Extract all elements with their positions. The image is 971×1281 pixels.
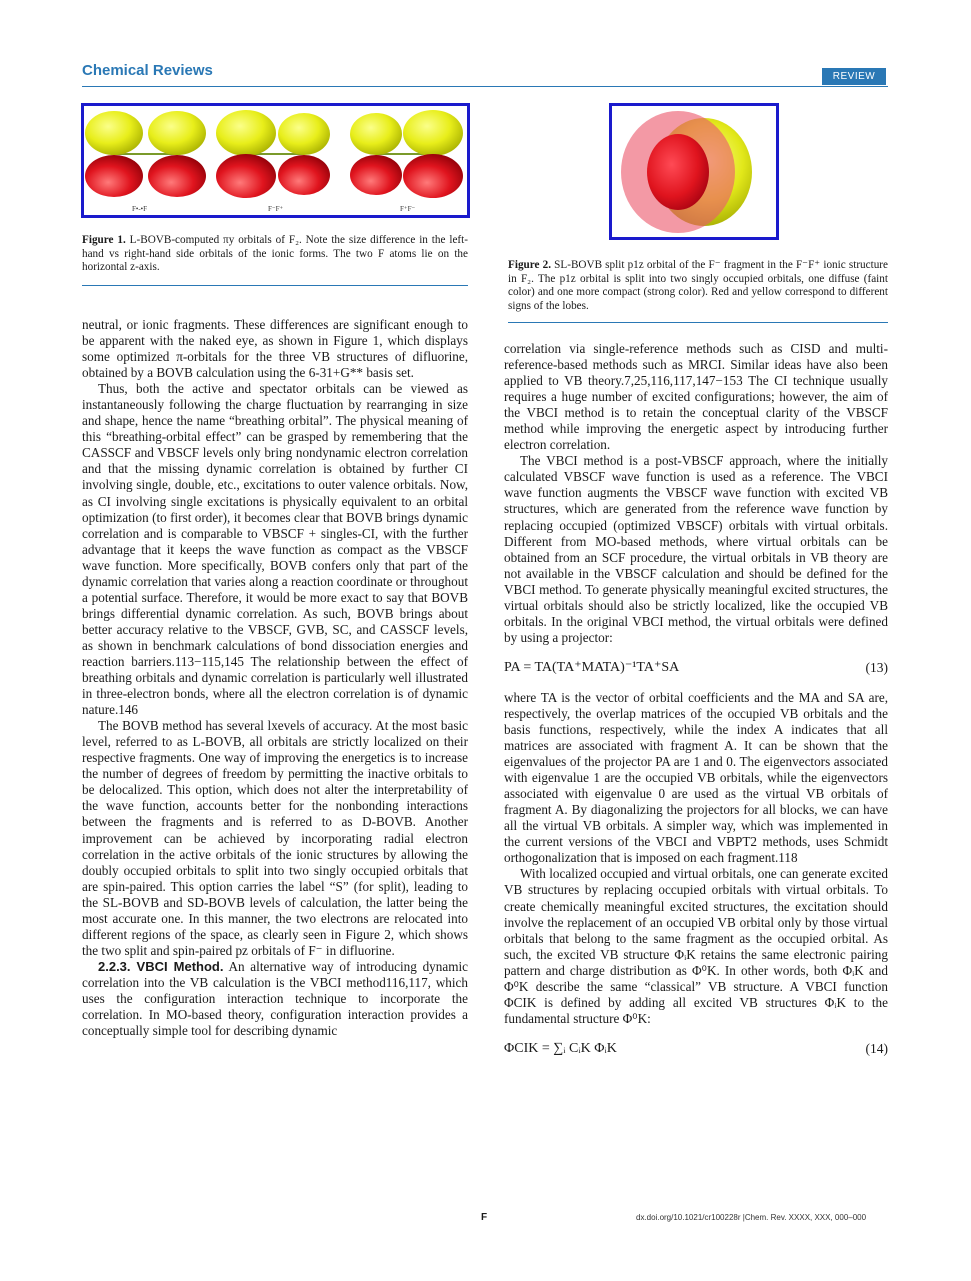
figure-2-caption bbox=[508, 259, 888, 313]
figure-2-image bbox=[609, 103, 779, 240]
orbital-pair-1 bbox=[85, 111, 206, 197]
equation-13-expression: PA = TA(TA⁺MATA)⁻¹TA⁺SA bbox=[504, 659, 680, 675]
right-paragraph-3: where TA is the vector of orbital coefficients and the MA and SA are, respectively, the overlap matrices of the occupied VB orbitals and the basis functions, respectively, while the index A indicates that all matrices are associated with fragment A. It can be shown that the eigenvalues of the projector PA are 1 and 0. The eigenvectors associated with eigenvalue 1 are the occupied VB orbitals, while the eigenvectors associated with eigenvalue 0 are used as the virtual VB orbitals of fragment A. By diagonalizing the projectors for all blocks, we can have all the virtual VB orbitals. A simpler way, which was implemented in the current versions of the VBCI and VBPT2 methods, uses Schmidt orthogonalization that is imposed on each fragment.118 bbox=[504, 689, 888, 866]
figure-1-caption bbox=[82, 234, 468, 275]
figure-1-label: Figure 1. bbox=[82, 234, 126, 246]
section-tag: REVIEW bbox=[822, 68, 886, 85]
right-column bbox=[504, 341, 888, 1071]
page-number: F bbox=[481, 1212, 488, 1223]
section-heading: 2.2.3. VBCI Method. bbox=[98, 958, 224, 974]
figure-2-orbital bbox=[612, 106, 776, 237]
left-paragraph-4: An alternative way of introducing dynamic correlation into the VB calculation is the VBCI method116,117, which uses the configuration interaction technique to incorporate the correlation. In MO-based theory, configuration interaction provides a conceptually simple tool for describing dynamic bbox=[82, 958, 468, 1039]
equation-13-number: (13) bbox=[865, 659, 888, 675]
panel-label-1: F•-•F bbox=[132, 205, 148, 213]
figure-2-caption-text: SL-BOVB split p1z orbital of the F⁻ fragment in the F⁻F⁺ ionic structure in F₂. The p1z orbital is split into two singly occupied orbitals, one diffuse (faint color) and one more compact (strong color). Red and yellow correspond to different signs of the lobes. bbox=[508, 259, 888, 312]
header-rule bbox=[82, 86, 888, 87]
orbital-pair-2 bbox=[216, 110, 330, 198]
figure-1-orbitals bbox=[84, 106, 467, 215]
panel-label-3: F⁺F⁻ bbox=[400, 205, 416, 213]
figure-2-label: Figure 2. bbox=[508, 259, 552, 271]
panel-label-2: F⁻F⁺ bbox=[268, 205, 284, 213]
figure-2-rule bbox=[508, 322, 888, 323]
journal-name: Chemical Reviews bbox=[82, 62, 213, 79]
figure-1-image bbox=[81, 103, 470, 218]
right-paragraph-2: The VBCI method is a post-VBSCF approach, where the initially calculated VBSCF wave function is used as a reference. The VBCI wave function augments the VBSCF wave function with excited VB structures, which are generated from the reference wave function by replacing occupied (optimized VBSCF) orbitals with virtual orbitals. Different from MO-based methods, where virtual orbitals can be obtained from an SCF procedure, the virtual orbitals in VB theory are not available in the VBSCF calculation and should be defined for the VBCI method. To generate physically meaningful excited structures, the virtual orbitals should also be strictly localized, like the occupied VB orbitals. In the original VBCI method, the virtual orbitals were defined by using a projector: bbox=[504, 453, 888, 645]
equation-14 bbox=[504, 1033, 888, 1065]
left-paragraph-2: Thus, both the active and spectator orbitals can be viewed as instantaneously following the charge fluctuation by rearranging in size and shape, hence the name “breathing orbital”. The physical meaning of this “breathing-orbital effect” can be grasped by remembering that the CASSCF and VBSCF levels only bring nondynamic electron correlation and that the missing dynamic correlation is obtained by further CI involving single, double, etc., excitations to outer valence orbitals. Now, as CI involving single excitations is physically equivalent to an orbital optimization (to first order), it becomes clear that BOVB brings dynamic correlation and is comparable to VBSCF + singles-CI, with the further advantage that it keeps the wave function as compact as the VBSCF wave function. More specifically, BOVB confers only that part of the dynamic correlation that varies along a reaction coordinate or throughout a potential surface. Therefore, it would be more exact to say that BOVB brings differential dynamic correlation. As such, BOVB brings about better accuracy relative to the VBSCF, GVB, SC, and CASSCF levels, as shown in benchmark calculations of bond dissociation energies and reaction barriers.113−115,145 The relationship between the effect of breathing orbitals and dynamic correlation is particularly well illustrated in three-electron bonds, where all the electron correlation is of dynamic nature.146 bbox=[82, 381, 468, 718]
left-paragraph-3: The BOVB method has several lxevels of accuracy. At the most basic level, referred to as L-BOVB, all orbitals are strictly localized on their respective fragments. One way of improving the energetics is to increase the number of degrees of freedom by permitting the inactive orbitals to be delocalized. This option, which does not alter the interpretability of the wave function, accounts better for the nonbonding interactions between the fragments and is referred to as D-BOVB. Another improvement can be achieved by incorporating radial electron correlation in the active orbitals of the ionic structures by allowing the doubly occupied orbitals to split into two singly occupied orbitals that are spin-paired. This option carries the label “S” (for split), leading to the SL-BOVB and SD-BOVB levels of calculation, the latter being the most accurate one. In this manner, the two electrons are relocated into different regions of the space, as clearly seen in Figure 2, which shows the two split and spin-paired pz orbitals of F⁻ in difluorine. bbox=[82, 718, 468, 958]
figure-1-caption-text: L-BOVB-computed πy orbitals of F₂. Note the size difference in the left-hand vs right-hand side orbitals of the ionic forms. The two F atoms lie on the horizontal z-axis. bbox=[82, 234, 468, 273]
orbital-pair-3 bbox=[350, 110, 463, 198]
right-paragraph-4: With localized occupied and virtual orbitals, one can generate excited VB structures by replacing occupied orbitals with virtual orbitals. To create chemically meaningful excited structures, the excitation should involve the replacement of an occupied VB orbital only by those virtual orbitals that belong to the same fragment as the occupied orbital. As such, the excited VB structure ΦᵢK retains the same electronic pairing pattern and charge distribution as Φ⁰K. In other words, both ΦᵢK and Φ⁰K describe the same “classical” VB structure. A VBCI function ΦCIK is defined by adding all excited VB structures ΦᵢK to the fundamental structure Φ⁰K: bbox=[504, 866, 888, 1026]
equation-14-number: (14) bbox=[865, 1040, 888, 1056]
left-paragraph-1: neutral, or ionic fragments. These differences are significant enough to be apparent with the naked eye, as shown in Figure 1, which displays some optimized π-orbitals for the three VB structures of difluorine, obtained by a BOVB calculation using the 6-31+G** basis set. bbox=[82, 317, 468, 381]
figure-1-rule bbox=[82, 285, 468, 286]
equation-13 bbox=[504, 652, 888, 684]
doi-link[interactable]: dx.doi.org/10.1021/cr100228r |Chem. Rev. XXXX, XXX, 000–000 bbox=[636, 1213, 867, 1222]
equation-14-expression: ΦCIK = ∑ᵢ CᵢK ΦᵢK bbox=[504, 1040, 617, 1056]
left-column bbox=[82, 317, 468, 1039]
right-paragraph-1: correlation via single-reference methods such as CISD and multi-reference-based methods such as MRCI. Similar ideas have also been applied to VB theory.7,25,116,117,147−153 The CI technique usually requires a huge number of excited configurations; however, the aim of the VBCI method is to retain the conceptual clarity of the VBSCF method while improving the energetic aspect by introducing further electron correlation. bbox=[504, 341, 888, 453]
